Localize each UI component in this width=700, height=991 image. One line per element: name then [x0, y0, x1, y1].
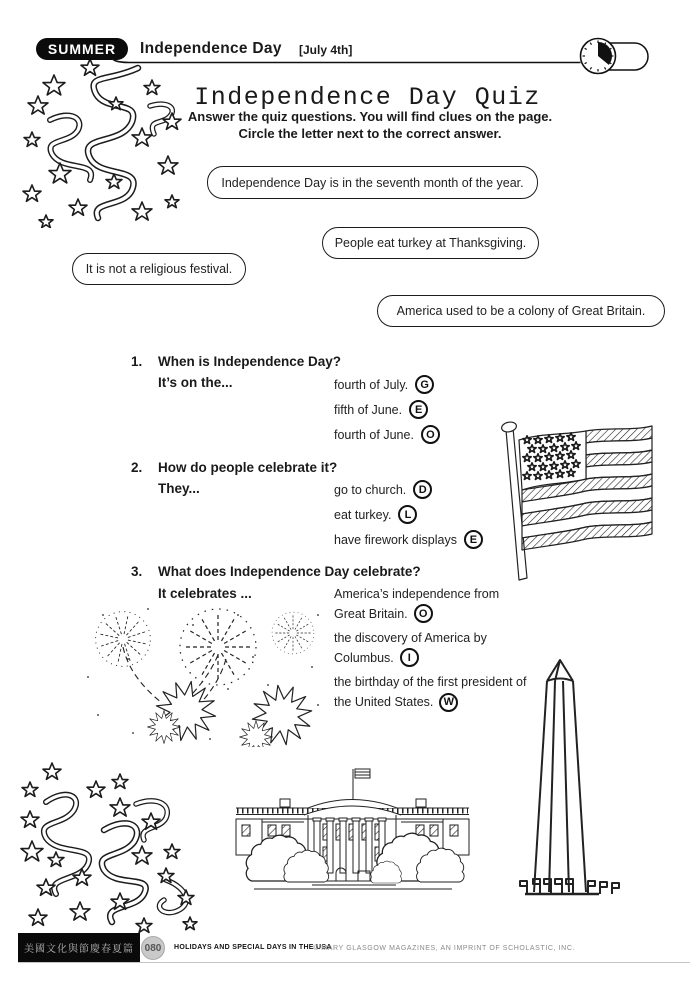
- clue-bubble-2: People eat turkey at Thanksgiving.: [322, 227, 539, 259]
- answer-letter[interactable]: O: [421, 425, 440, 444]
- option-text: the birthday of the first president of the United States.: [334, 675, 527, 710]
- clue-bubble-3: It is not a religious festival.: [72, 253, 246, 285]
- question-1-options: [334, 372, 440, 447]
- washington-monument-illustration: [503, 650, 621, 900]
- option-row: [334, 477, 483, 502]
- series-title-zh: 美國文化與節慶春夏篇: [24, 944, 134, 955]
- question-2-stem: They...: [158, 481, 200, 496]
- question-2-text: How do people celebrate it?: [158, 460, 338, 475]
- book-title: HOLIDAYS AND SPECIAL DAYS IN THE USA: [174, 944, 332, 951]
- streamer-stars-illustration: [16, 760, 201, 938]
- question-2-options: [334, 477, 483, 552]
- clue-bubble-1: Independence Day is in the seventh month of the year.: [207, 166, 538, 199]
- answer-letter[interactable]: D: [413, 480, 432, 499]
- answer-letter[interactable]: E: [464, 530, 483, 549]
- option-text: fourth of June.: [334, 427, 414, 442]
- page-number-badge: 080: [141, 936, 165, 960]
- question-1-number: 1.: [131, 354, 143, 369]
- answer-letter[interactable]: O: [414, 604, 433, 623]
- option-block: [334, 628, 516, 668]
- streamer-stars-illustration: [20, 60, 188, 228]
- footer-rule: [18, 962, 690, 963]
- question-3-text: What does Independence Day celebrate?: [158, 564, 421, 579]
- quiz-title: Independence Day Quiz: [194, 83, 541, 112]
- instructions-line-1: Answer the quiz questions. You will find clues on the page.: [187, 109, 553, 124]
- page-date-label: [July 4th]: [299, 43, 353, 57]
- option-text: go to church.: [334, 482, 407, 497]
- question-3-number: 3.: [131, 564, 143, 579]
- option-text: have firework displays: [334, 532, 457, 547]
- instructions-line-2: Circle the letter next to the correct answer.: [238, 126, 502, 141]
- question-3-heading: [131, 564, 421, 579]
- fireworks-illustration: [68, 597, 326, 747]
- white-house-illustration: [220, 763, 485, 908]
- option-row: [334, 527, 483, 552]
- question-1-text: When is Independence Day?: [158, 354, 342, 369]
- answer-letter[interactable]: E: [409, 400, 428, 419]
- clue-bubble-4: America used to be a colony of Great Britain.: [377, 295, 665, 327]
- copyright-text: © MARY GLASGOW MAGAZINES, AN IMPRINT OF SCHOLASTIC, INC.: [313, 944, 576, 952]
- us-flag-illustration: [486, 410, 670, 595]
- option-row: [334, 422, 440, 447]
- question-3-stem: It celebrates ...: [158, 586, 252, 601]
- question-2-number: 2.: [131, 460, 143, 475]
- option-row: [334, 372, 440, 397]
- clock-icon: [581, 39, 616, 74]
- page-title: Independence Day: [140, 40, 282, 57]
- option-row: [334, 502, 483, 527]
- option-row: [334, 397, 440, 422]
- answer-letter[interactable]: G: [415, 375, 434, 394]
- question-1-heading: [131, 354, 341, 369]
- footer-series-bar: [18, 933, 140, 962]
- option-text: fifth of June.: [334, 402, 403, 417]
- answer-letter[interactable]: L: [398, 505, 417, 524]
- option-text: America’s independence from Great Britain.: [334, 587, 500, 621]
- answer-letter[interactable]: I: [400, 648, 419, 667]
- question-1-stem: It’s on the...: [158, 375, 233, 390]
- season-badge: SUMMER: [36, 38, 128, 60]
- option-text: the discovery of America by Columbus.: [334, 631, 487, 666]
- question-2-heading: [131, 460, 337, 475]
- option-text: eat turkey.: [334, 507, 392, 522]
- option-text: fourth of July.: [334, 377, 409, 392]
- answer-letter[interactable]: W: [439, 693, 458, 712]
